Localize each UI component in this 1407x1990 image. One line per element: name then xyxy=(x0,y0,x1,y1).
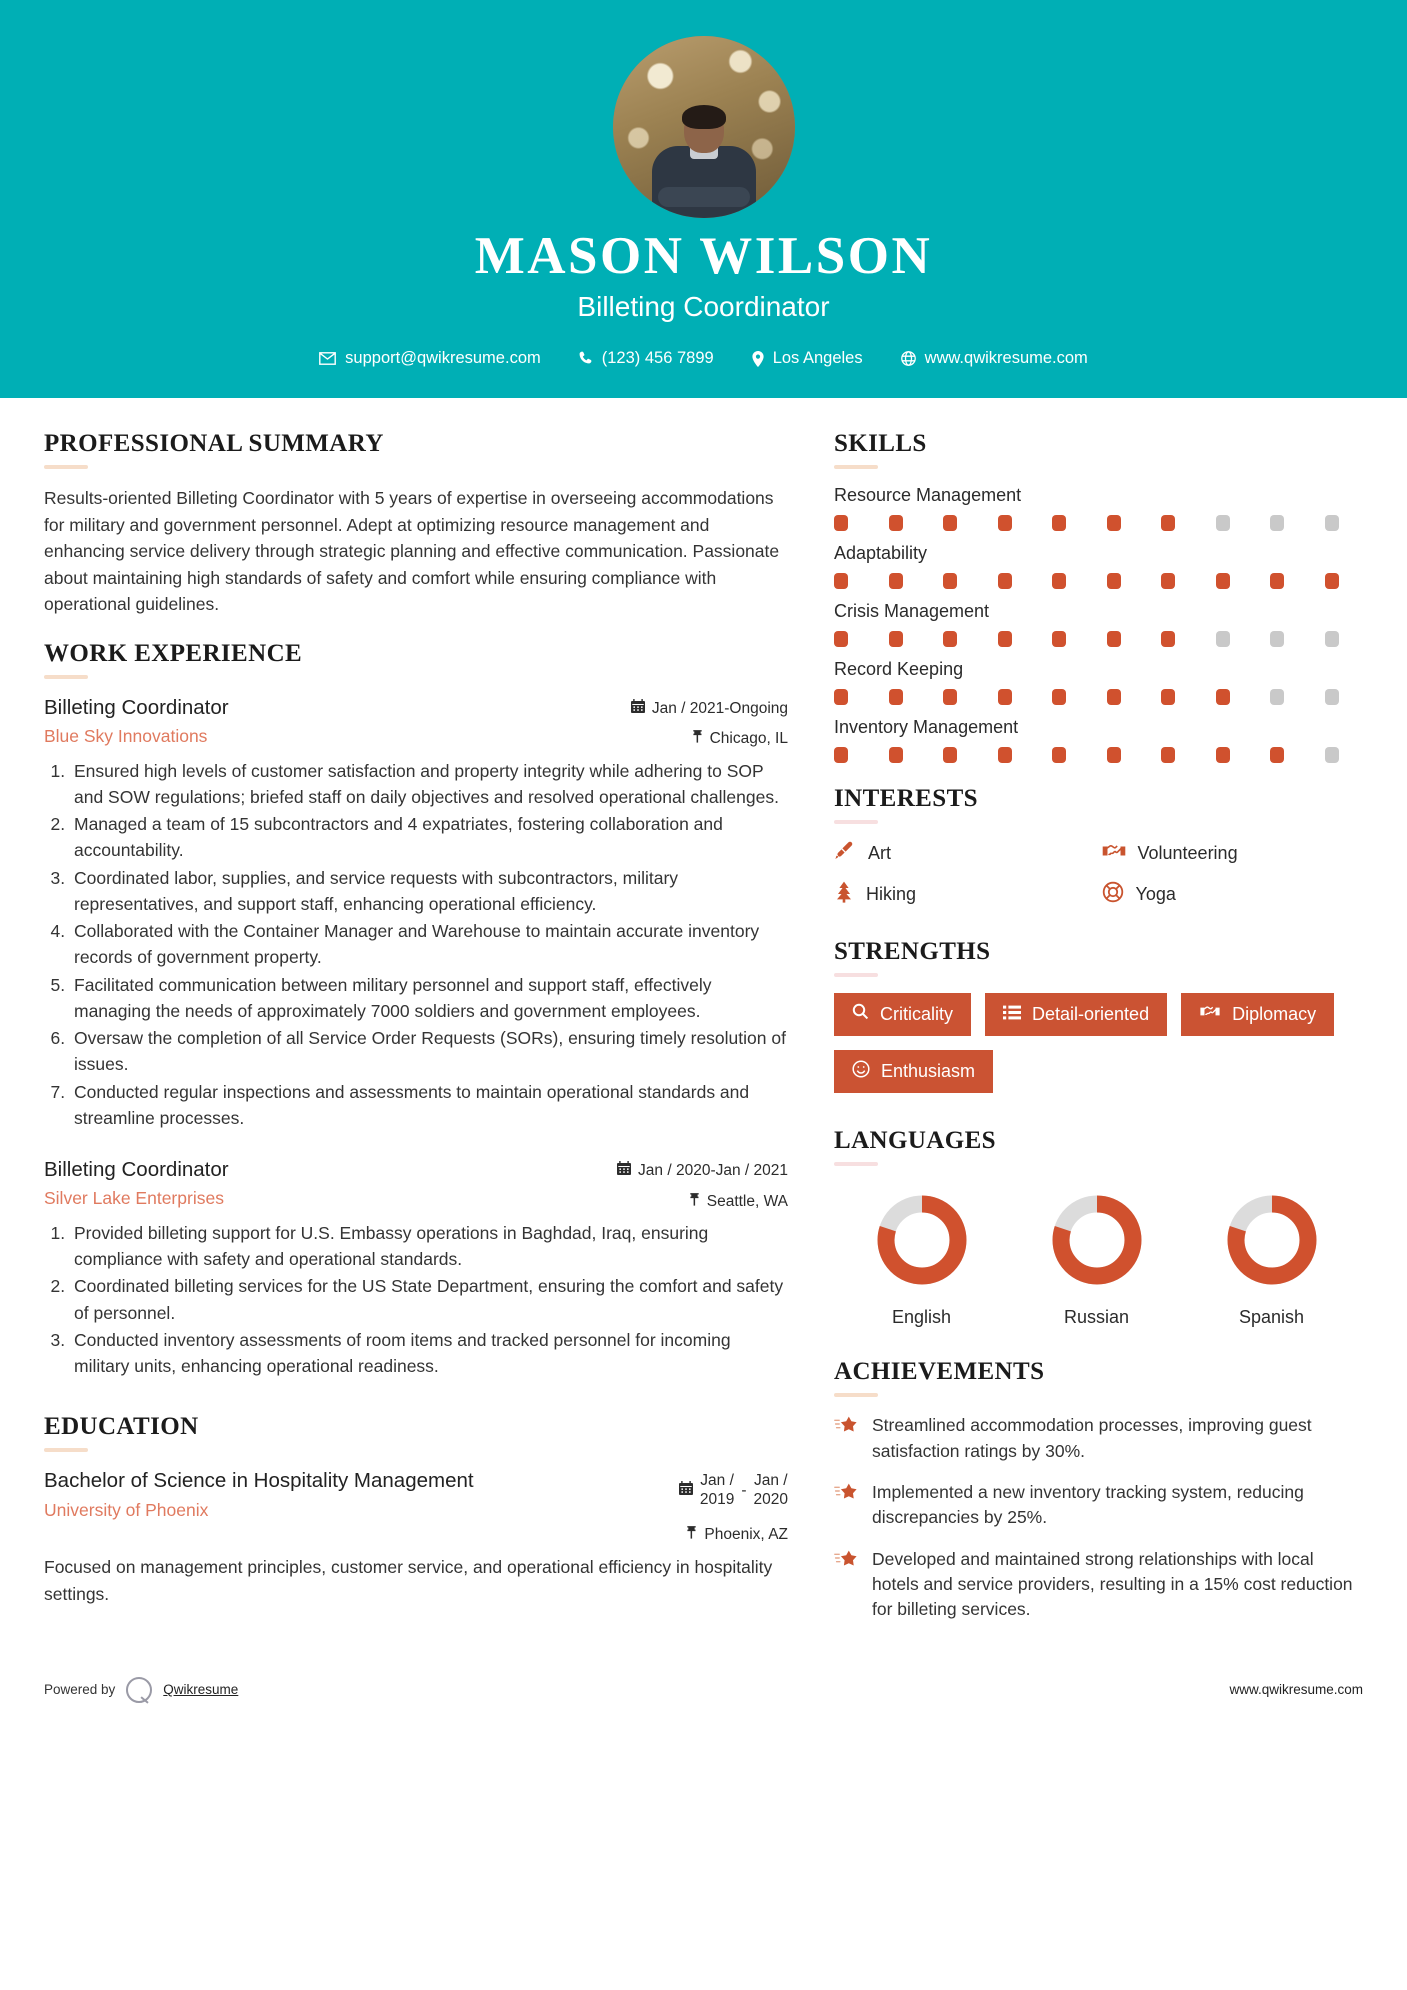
star-badge-icon xyxy=(834,1480,858,1509)
skill-dot-filled xyxy=(1107,689,1121,705)
strengths-list xyxy=(834,993,1359,1093)
experience-location xyxy=(631,729,788,748)
section-professional-summary xyxy=(44,430,788,618)
avatar-person-silhouette xyxy=(613,105,795,218)
skill-dot-filled xyxy=(834,689,848,705)
contact-phone-text: (123) 456 7899 xyxy=(601,349,714,368)
education-location xyxy=(679,1525,788,1544)
skill-dot-filled xyxy=(1161,747,1175,763)
education-date-end-month: Jan / xyxy=(753,1472,788,1490)
skill-dot-filled xyxy=(998,689,1012,705)
map-pin-icon xyxy=(689,1192,700,1211)
interest-label: Art xyxy=(868,843,892,863)
language-item xyxy=(1184,1182,1359,1328)
experience-location-text: Chicago, IL xyxy=(709,730,788,748)
section-skills xyxy=(834,430,1359,763)
education-dates xyxy=(679,1472,788,1509)
education-date-start-year: 2019 xyxy=(699,1490,735,1508)
skill-dot-filled xyxy=(889,689,903,705)
handshake-icon xyxy=(1102,841,1126,866)
interests-grid xyxy=(834,840,1359,908)
envelope-icon xyxy=(319,352,336,365)
achievements-list xyxy=(834,1413,1359,1623)
experience-dates xyxy=(617,1161,788,1180)
skill-dot-filled xyxy=(998,573,1012,589)
skill-dot-empty xyxy=(1270,515,1284,531)
contact-email-text: support@qwikresume.com xyxy=(345,349,541,368)
skill-dot-filled xyxy=(1107,747,1121,763)
skill-dot-filled xyxy=(998,747,1012,763)
strength-diplomacy xyxy=(1181,993,1334,1036)
language-donut-chart xyxy=(1220,1188,1324,1292)
interest-hiking xyxy=(834,881,1092,908)
interest-yoga xyxy=(1102,881,1360,908)
education-location-text: Phoenix, AZ xyxy=(704,1526,788,1544)
skill-rating-dots xyxy=(834,747,1359,763)
skill-dot-empty xyxy=(1270,631,1284,647)
skill-dot-filled xyxy=(1052,747,1066,763)
left-column xyxy=(44,430,788,1629)
list-item: 5. Facilitated communication between military personnel and support staff, effectively managing the needs of approximately 7000 soldiers and government employees. xyxy=(70,972,788,1025)
section-title-summary: PROFESSIONAL SUMMARY xyxy=(44,430,384,457)
language-donut-chart xyxy=(870,1188,974,1292)
education-entry xyxy=(44,1468,788,1606)
skill-dot-filled xyxy=(1161,573,1175,589)
section-strengths xyxy=(834,938,1359,1093)
skill-name: Inventory Management xyxy=(834,717,1019,737)
list-icon xyxy=(1003,1004,1021,1026)
magnifier-icon xyxy=(852,1003,869,1026)
star-badge-icon xyxy=(834,1413,858,1442)
section-rule xyxy=(834,465,878,469)
interest-art xyxy=(834,840,1092,867)
strength-detail-oriented xyxy=(985,993,1167,1036)
skill-dot-filled xyxy=(1161,515,1175,531)
section-title-strengths: STRENGTHS xyxy=(834,938,991,965)
section-title-interests: INTERESTS xyxy=(834,785,978,812)
section-title-achievements: ACHIEVEMENTS xyxy=(834,1358,1045,1386)
skill-dot-empty xyxy=(1216,515,1230,531)
tree-icon xyxy=(834,881,854,908)
skill-rating-dots xyxy=(834,573,1359,589)
skill-dot-filled xyxy=(834,573,848,589)
list-item: 3. Conducted inventory assessments of room items and tracked personnel for incoming military units, enhancing operational readiness. xyxy=(70,1327,788,1380)
skill-dot-filled xyxy=(834,515,848,531)
section-rule xyxy=(834,820,878,824)
powered-by-label: Powered by xyxy=(44,1682,116,1698)
interest-volunteering xyxy=(1102,840,1360,867)
section-work-experience xyxy=(44,640,788,1380)
education-date-end xyxy=(754,1472,788,1509)
skill-dot-filled xyxy=(943,631,957,647)
skill-dot-filled xyxy=(1161,631,1175,647)
globe-icon xyxy=(901,351,916,366)
section-title-skills: SKILLS xyxy=(834,430,927,457)
language-item xyxy=(834,1182,1009,1328)
skill-dot-filled xyxy=(998,515,1012,531)
skill-dot-filled xyxy=(834,631,848,647)
section-title-education: EDUCATION xyxy=(44,1413,199,1441)
skill-dot-filled xyxy=(834,747,848,763)
skill-dot-filled xyxy=(889,747,903,763)
right-column xyxy=(834,430,1359,1645)
phone-icon xyxy=(579,351,593,366)
experience-bullets xyxy=(44,758,788,1132)
skill-dot-filled xyxy=(998,631,1012,647)
education-degree: Bachelor of Science in Hospitality Management xyxy=(44,1469,474,1493)
skill-name: Crisis Management xyxy=(834,601,990,621)
experience-location-text: Seattle, WA xyxy=(706,1192,788,1210)
qwikresume-link[interactable]: Qwikresume xyxy=(163,1682,239,1698)
section-rule xyxy=(834,1393,878,1397)
experience-company: Blue Sky Innovations xyxy=(44,726,208,747)
experience-location xyxy=(617,1192,788,1211)
strength-label: Diplomacy xyxy=(1232,1003,1317,1024)
experience-dates-text: Jan / 2020-Jan / 2021 xyxy=(638,1162,788,1180)
list-item: 3. Coordinated labor, supplies, and service requests with subcontractors, military representatives, and support staff, enhancing operational efficiency. xyxy=(70,865,788,918)
skill-name: Adaptability xyxy=(834,543,928,563)
section-rule xyxy=(834,973,878,977)
contact-email[interactable] xyxy=(300,349,560,368)
skill-name: Resource Management xyxy=(834,485,1022,505)
powered-by xyxy=(44,1677,238,1703)
strength-label: Detail-oriented xyxy=(1032,1003,1150,1024)
map-pin-icon xyxy=(686,1525,697,1544)
summary-text: Results-oriented Billeting Coordinator with 5 years of expertise in overseeing accommodations for military and government personnel. Adept at optimizing resource management and enhancing service delivery through strategic planning and effective communication. Passionate about maintaining high standards of safety and comfort while ensuring compliance with operational guidelines. xyxy=(44,488,780,615)
skill-block xyxy=(834,601,1359,647)
strength-label: Criticality xyxy=(880,1003,954,1024)
skill-dot-empty xyxy=(1216,631,1230,647)
strength-enthusiasm xyxy=(834,1050,993,1094)
skill-dot-filled xyxy=(1161,689,1175,705)
qwikresume-logo-icon xyxy=(126,1677,152,1703)
experience-role: Billeting Coordinator xyxy=(44,1158,229,1182)
section-rule xyxy=(44,465,88,469)
education-date-end-year: 2020 xyxy=(753,1490,788,1508)
skill-dot-filled xyxy=(943,747,957,763)
list-item: 7. Conducted regular inspections and assessments to maintain operational standards and streamline processes. xyxy=(70,1079,788,1132)
section-achievements xyxy=(834,1358,1359,1623)
section-title-work: WORK EXPERIENCE xyxy=(44,639,303,667)
skill-dot-filled xyxy=(889,515,903,531)
experience-bullets xyxy=(44,1220,788,1380)
skill-dot-filled xyxy=(1052,573,1066,589)
skill-dot-empty xyxy=(1325,689,1339,705)
skill-rating-dots xyxy=(834,515,1359,531)
list-item: 2. Coordinated billeting services for the US State Department, ensuring the comfort and safety of personnel. xyxy=(70,1273,788,1326)
skill-dot-empty xyxy=(1325,747,1339,763)
section-title-languages: LANGUAGES xyxy=(834,1127,996,1155)
skill-dot-empty xyxy=(1325,631,1339,647)
experience-entry xyxy=(44,1157,788,1379)
experience-entry xyxy=(44,695,788,1131)
skill-dot-filled xyxy=(1216,689,1230,705)
education-date-separator: - xyxy=(741,1482,747,1500)
contact-row xyxy=(0,349,1407,368)
skill-rating-dots xyxy=(834,631,1359,647)
education-date-start-month: Jan / xyxy=(700,1472,734,1490)
avatar xyxy=(613,36,795,218)
skills-list xyxy=(834,485,1359,763)
list-item: 1. Ensured high levels of customer satisfaction and property integrity while adhering to SOP and SOW regulations; briefed staff on daily objectives and resolved operational challenges. xyxy=(70,758,788,811)
avatar-photo xyxy=(613,36,795,218)
skill-dot-filled xyxy=(1052,689,1066,705)
paintbrush-icon xyxy=(834,840,856,867)
language-name: English xyxy=(891,1307,952,1328)
education-school: University of Phoenix xyxy=(44,1499,209,1520)
education-date-start xyxy=(700,1472,734,1509)
skill-dot-filled xyxy=(1107,573,1121,589)
skill-rating-dots xyxy=(834,689,1359,705)
achievement-text: Streamlined accommodation processes, improving guest satisfaction ratings by 30%. xyxy=(872,1415,1312,1461)
skill-dot-empty xyxy=(1325,515,1339,531)
achievement-item xyxy=(834,1413,1359,1464)
list-item: 6. Oversaw the completion of all Service Order Requests (SORs), ensuring timely resolution of issues. xyxy=(70,1025,788,1078)
handshake-icon xyxy=(1199,1003,1221,1026)
contact-location-text: Los Angeles xyxy=(772,349,863,368)
lifebuoy-icon xyxy=(1102,881,1124,908)
skill-dot-filled xyxy=(1107,515,1121,531)
strength-criticality xyxy=(834,993,971,1036)
skill-block xyxy=(834,543,1359,589)
interest-label: Hiking xyxy=(866,884,917,904)
section-interests xyxy=(834,785,1359,908)
skill-block xyxy=(834,659,1359,705)
smiley-icon xyxy=(852,1060,870,1084)
languages-list xyxy=(834,1182,1359,1328)
interest-label: Volunteering xyxy=(1137,843,1238,863)
language-donut-chart xyxy=(1045,1188,1149,1292)
experience-company: Silver Lake Enterprises xyxy=(44,1188,224,1209)
page-title: MASON WILSON xyxy=(474,227,933,285)
skill-dot-filled xyxy=(943,515,957,531)
language-name: Spanish xyxy=(1238,1307,1305,1328)
map-pin-icon xyxy=(752,351,764,367)
achievement-item xyxy=(834,1480,1359,1531)
skill-dot-filled xyxy=(1270,573,1284,589)
achievement-item xyxy=(834,1547,1359,1623)
star-badge-icon xyxy=(834,1547,858,1576)
contact-location[interactable] xyxy=(733,349,882,368)
skill-dot-filled xyxy=(943,573,957,589)
resume-header xyxy=(0,0,1407,398)
calendar-icon xyxy=(617,1161,631,1180)
skill-dot-filled xyxy=(1216,747,1230,763)
achievement-text: Implemented a new inventory tracking system, reducing discrepancies by 25%. xyxy=(872,1481,1304,1528)
map-pin-icon xyxy=(692,729,703,748)
skill-dot-filled xyxy=(1270,747,1284,763)
skill-name: Record Keeping xyxy=(834,659,964,679)
contact-website-text: www.qwikresume.com xyxy=(924,349,1088,368)
skill-dot-filled xyxy=(889,573,903,589)
list-item: 2. Managed a team of 15 subcontractors and 4 expatriates, fostering collaboration and accountability. xyxy=(70,811,788,864)
skill-dot-filled xyxy=(1216,573,1230,589)
list-item: 1. Provided billeting support for U.S. Embassy operations in Baghdad, Iraq, ensuring compliance with safety and operational standards. xyxy=(70,1220,788,1273)
language-item xyxy=(1009,1182,1184,1328)
section-rule xyxy=(44,675,88,679)
contact-website[interactable] xyxy=(882,349,1107,368)
skill-dot-filled xyxy=(943,689,957,705)
section-rule xyxy=(44,1448,88,1452)
skill-dot-filled xyxy=(1052,631,1066,647)
experience-dates-text: Jan / 2021-Ongoing xyxy=(651,699,788,717)
strength-label: Enthusiasm xyxy=(881,1060,976,1081)
skill-dot-filled xyxy=(1325,573,1339,589)
section-rule xyxy=(834,1162,878,1166)
skill-block xyxy=(834,485,1359,531)
calendar-icon xyxy=(679,1481,693,1500)
list-item: 4. Collaborated with the Container Manager and Warehouse to maintain accurate inventory records of government property. xyxy=(70,918,788,971)
interest-label: Yoga xyxy=(1135,884,1176,904)
skill-dot-filled xyxy=(1107,631,1121,647)
footer-url: www.qwikresume.com xyxy=(1229,1682,1363,1698)
achievement-text: Developed and maintained strong relationships with local hotels and service providers, resulting in a 15% cost reduction for billeting services. xyxy=(872,1548,1353,1620)
skill-dot-empty xyxy=(1270,689,1284,705)
skill-dot-filled xyxy=(1052,515,1066,531)
experience-dates xyxy=(631,699,788,718)
education-description: Focused on management principles, customer service, and operational efficiency in hospitality settings. xyxy=(44,1557,773,1604)
resume-footer xyxy=(0,1655,1407,1729)
contact-phone[interactable] xyxy=(560,349,733,368)
skill-dot-filled xyxy=(889,631,903,647)
resume-body xyxy=(0,398,1407,1645)
language-name: Russian xyxy=(1063,1307,1130,1328)
calendar-icon xyxy=(631,699,645,718)
section-education xyxy=(44,1413,788,1606)
job-title: Billeting Coordinator xyxy=(577,291,830,323)
experience-role: Billeting Coordinator xyxy=(44,695,229,719)
section-languages xyxy=(834,1127,1359,1328)
skill-block xyxy=(834,717,1359,763)
